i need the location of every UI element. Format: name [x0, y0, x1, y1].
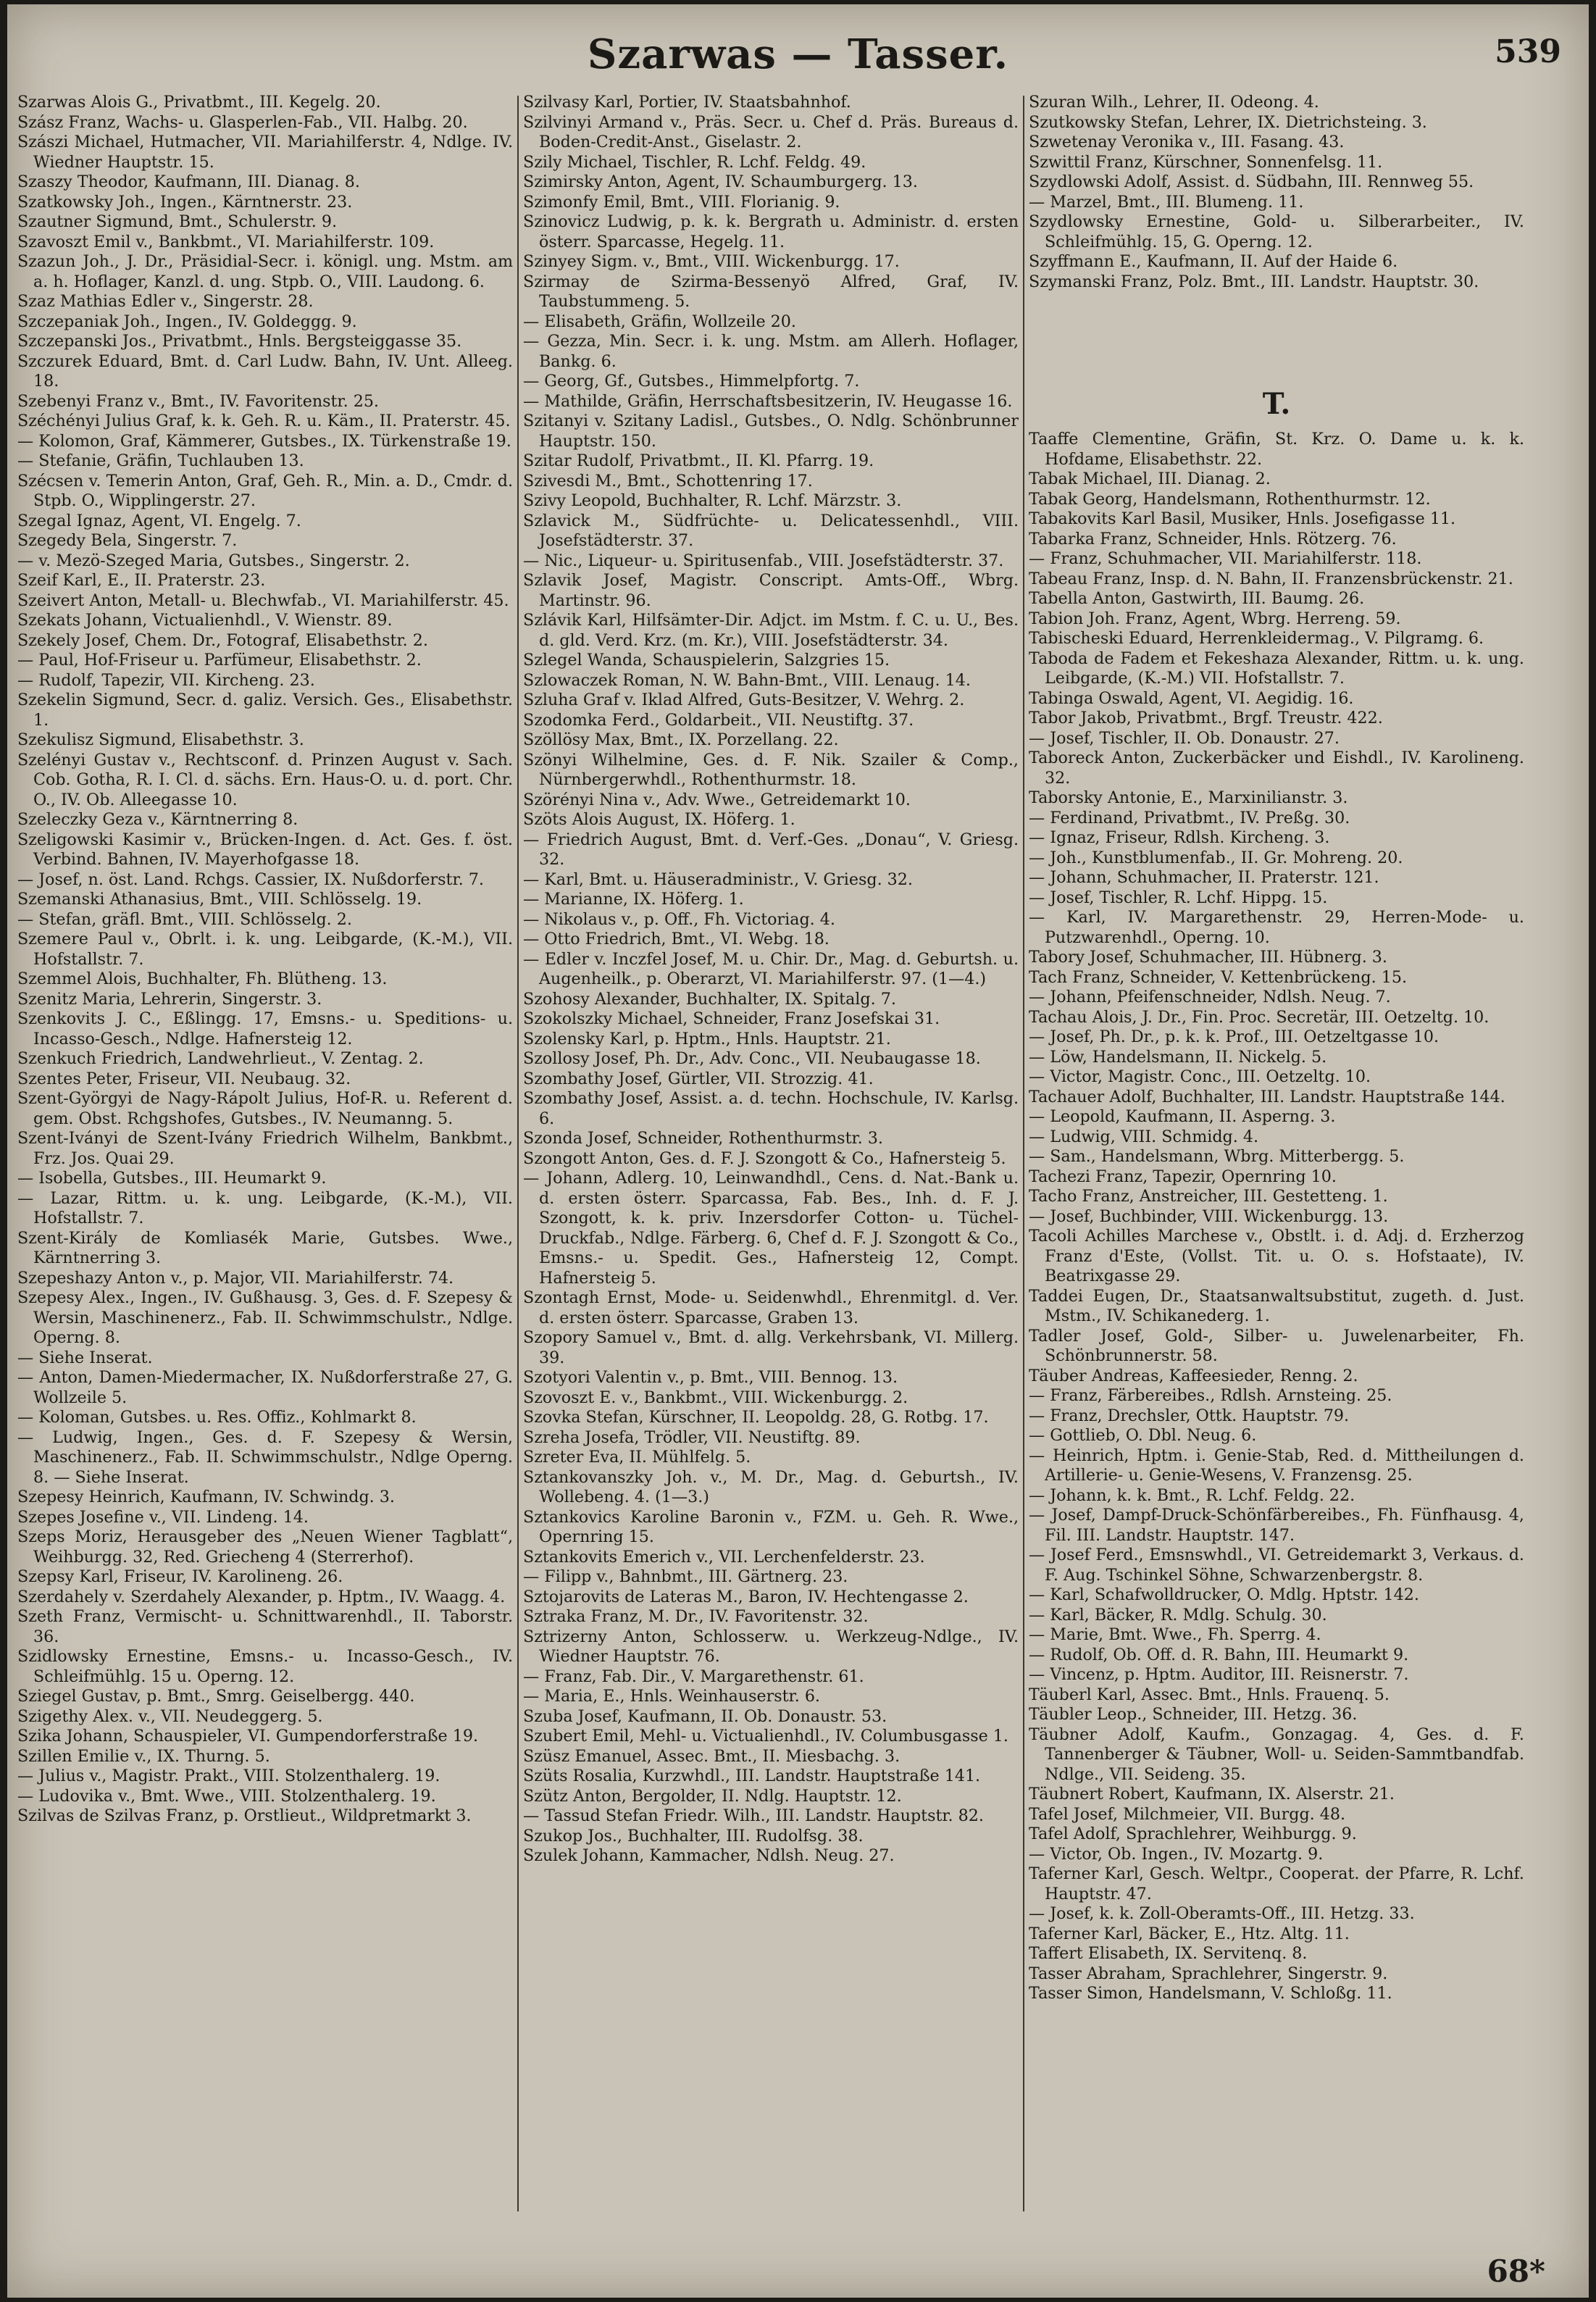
directory-entry: — Rudolf, Ob. Off. d. R. Bahn, III. Heumarkt 9. [1029, 1645, 1409, 1664]
directory-entry: Szulek Johann, Kammacher, Ndlsh. Neug. 27. [523, 1846, 895, 1865]
directory-entry: Szlegel Wanda, Schauspielerin, Salzgries 15. [523, 651, 890, 670]
directory-entry: Taferner Karl, Gesch. Weltpr., Cooperat. der Pfarre, R. Lchf. Hauptstr. 47. [1029, 1864, 1524, 1903]
directory-entry: Szuba Josef, Kaufmann, II. Ob. Donaustr. 53. [523, 1706, 887, 1726]
directory-entry: Szeleczky Geza v., Kärntnerring 8. [17, 810, 298, 829]
directory-entry: Szollosy Josef, Ph. Dr., Adv. Conc., VII. Neubaugasse 18. [523, 1049, 981, 1068]
directory-entry: Szombathy Josef, Assist. a. d. techn. Hochschule, IV. Karlsg. 6. [523, 1089, 1019, 1128]
directory-entry: Szekely Josef, Chem. Dr., Fotograf, Elisabethstr. 2. [17, 630, 428, 650]
running-title: Szarwas — Tasser. [587, 30, 1009, 78]
directory-entry: — Vincenz, p. Hptm. Auditor, III. Reisnerstr. 7. [1029, 1665, 1409, 1684]
signature-mark: 68* [1487, 2253, 1545, 2289]
directory-entry: Tabeau Franz, Insp. d. N. Bahn, II. Franzensbrückenstr. 21. [1029, 569, 1513, 588]
directory-entry: Szász Franz, Wachs- u. Glasperlen-Fab., VII. Halbg. 20. [17, 112, 468, 132]
directory-entry: Szydlowski Adolf, Assist. d. Südbahn, III. Rennweg 55. [1029, 172, 1474, 191]
directory-entry: — Anton, Damen-Miedermacher, IX. Nußdorferstraße 27, G. Wollzeile 5. [17, 1368, 513, 1407]
directory-entry: Szirmay de Szirma-Bessenyö Alfred, Graf, IV. Taubstummeng. 5. [523, 272, 1019, 311]
section-letter: T. [1262, 387, 1291, 421]
directory-entry: Szöllösy Max, Bmt., IX. Porzellang. 22. [523, 730, 839, 749]
directory-entry: Szegedy Bela, Singerstr. 7. [17, 531, 238, 550]
directory-entry: — Heinrich, Hptm. i. Genie-Stab, Red. d. Mittheilungen d. Artillerie- u. Genie-Wesens, V. Franzensg. 25. [1029, 1446, 1524, 1485]
directory-entry: Täubner Adolf, Kaufm., Gonzagag. 4, Ges. d. F. Tannenberger & Täubner, Woll- u. Seiden-Sammtbandfab. Ndlge., VII. Seideng. 35. [1029, 1725, 1524, 1784]
directory-entry: — Otto Friedrich, Bmt., VI. Webg. 18. [523, 930, 830, 948]
directory-entry: — Marianne, IX. Höferg. 1. [523, 890, 744, 909]
directory-entry: Szily Michael, Tischler, R. Lchf. Feldg. 49. [523, 152, 866, 172]
directory-entry: Szászi Michael, Hutmacher, VII. Mariahilferstr. 4, Ndlge. IV. Wiedner Hauptstr. 15. [17, 133, 513, 172]
directory-entry: Szreha Josefa, Trödler, VII. Neustiftg. 89. [523, 1427, 861, 1447]
directory-entry: — Kolomon, Graf, Kämmerer, Gutsbes., IX. Türkenstraße 19. [17, 431, 511, 451]
directory-entry: Tabor Jakob, Privatbmt., Brgf. Treustr. 422. [1029, 709, 1383, 727]
directory-entry: — Filipp v., Bahnbmt., III. Gärtnerg. 23. [523, 1567, 848, 1586]
column-divider [1023, 96, 1024, 2211]
directory-entry: Szuran Wilh., Lehrer, II. Odeong. 4. [1029, 93, 1319, 112]
directory-entry: — Stefanie, Gräfin, Tuchlauben 13. [17, 451, 304, 470]
directory-entry: Szinovicz Ludwig, p. k. k. Bergrath u. Administr. d. ersten österr. Sparcasse, Hegelg. 11. [523, 212, 1019, 251]
directory-entry: Szotyori Valentin v., p. Bmt., VIII. Bennog. 13. [523, 1368, 898, 1387]
directory-entry: Szczepaniak Joh., Ingen., IV. Goldeggg. 9. [17, 312, 357, 331]
directory-page [7, 4, 1589, 2298]
directory-entry: — Karl, IV. Margarethenstr. 29, Herren-Mode- u. Putzwarenhdl., Operng. 10. [1029, 908, 1524, 947]
directory-entry: Szutkowsky Stefan, Lehrer, IX. Dietrichsteing. 3. [1029, 112, 1427, 132]
directory-entry: Szubert Emil, Mehl- u. Victualienhdl., IV. Columbusgasse 1. [523, 1727, 1008, 1746]
directory-entry: Szavoszt Emil v., Bankbmt., VI. Mariahilferstr. 109. [17, 232, 435, 251]
directory-entry: Szörényi Nina v., Adv. Wwe., Getreidemarkt 10. [523, 790, 911, 809]
directory-entry: Szeps Moriz, Herausgeber des „Neuen Wiener Tagblatt“, Weihburgg. 32, Red. Griecheng 4 (Sterrerhof). [17, 1527, 513, 1567]
directory-entry: Szovoszt E. v., Bankbmt., VIII. Wickenburgg. 2. [523, 1388, 908, 1407]
directory-entry: Szekulisz Sigmund, Elisabethstr. 3. [17, 730, 304, 749]
directory-entry: Szegal Ignaz, Agent, VI. Engelg. 7. [17, 511, 301, 530]
directory-entry: Szeligowski Kasimir v., Brücken-Ingen. d. Act. Ges. f. öst. Verbind. Bahnen, IV. Mayerhofgasse 18. [17, 830, 513, 869]
directory-entry: Szent-Iványi de Szent-Ivány Friedrich Wilhelm, Bankbmt., Frz. Jos. Quai 29. [17, 1129, 513, 1168]
directory-entry: Szüsz Emanuel, Assec. Bmt., II. Miesbachg. 3. [523, 1746, 901, 1766]
directory-entry: Szöts Alois August, IX. Höferg. 1. [523, 810, 795, 829]
directory-entry: — Franz, Färbereibes., Rdlsh. Arnsteing. 25. [1029, 1386, 1392, 1405]
directory-entry: — Franz, Drechsler, Ottk. Hauptstr. 79. [1029, 1406, 1350, 1425]
directory-entry: Szentes Peter, Friseur, VII. Neubaug. 32. [17, 1069, 351, 1088]
directory-entry: — Julius v., Magistr. Prakt., VIII. Stolzenthalerg. 19. [17, 1767, 440, 1785]
directory-entry: Tachezi Franz, Tapezir, Opernring 10. [1029, 1167, 1337, 1186]
directory-entry: Szent-Király de Komliasék Marie, Gutsbes. Wwe., Kärntnerring 3. [17, 1228, 513, 1267]
directory-entry: — Joh., Kunstblumenfab., II. Gr. Mohreng. 20. [1029, 848, 1403, 867]
directory-entry: Szivy Leopold, Buchhalter, R. Lchf. Märzstr. 3. [523, 491, 902, 510]
directory-entry: Tabella Anton, Gastwirth, III. Baumg. 26. [1029, 589, 1365, 608]
directory-entry: Tadler Josef, Gold-, Silber- u. Juwelenarbeiter, Fh. Schönbrunnerstr. 58. [1029, 1326, 1524, 1365]
directory-entry: Tafel Adolf, Sprachlehrer, Weihburgg. 9. [1029, 1824, 1357, 1843]
directory-entry: — Ignaz, Friseur, Rdlsh. Kircheng. 3. [1029, 828, 1330, 847]
directory-entry: Szwittil Franz, Kürschner, Sonnenfelsg. 11. [1029, 152, 1383, 172]
directory-entry: — Ludwig, VIII. Schmidg. 4. [1029, 1127, 1259, 1146]
directory-entry: Szika Johann, Schauspieler, VI. Gumpendorferstraße 19. [17, 1727, 479, 1746]
directory-entry: Tacoli Achilles Marchese v., Obstlt. i. d. Adj. d. Erzherzog Franz d'Este, (Vollst. Tit. u. O. s. Hofstaate), IV. Beatrixgasse 29. [1029, 1227, 1524, 1285]
directory-entry: Szaz Mathias Edler v., Singerstr. 28. [17, 292, 314, 311]
directory-entry: Szekats Johann, Victualienhdl., V. Wienstr. 89. [17, 611, 393, 630]
directory-entry: Szlávik Karl, Hilfsämter-Dir. Adjct. im Mstm. f. C. u. U., Bes. d. gld. Verd. Krz. (m. Kr.), VIII. Josefstädterstr. 34. [523, 611, 1019, 650]
page-number: 539 [1495, 33, 1561, 70]
directory-entry: Sztrizerny Anton, Schlosserw. u. Werkzeug-Ndlge., IV. Wiedner Hauptstr. 76. [523, 1627, 1019, 1666]
directory-entry: Sztankovits Emerich v., VII. Lerchenfelderstr. 23. [523, 1547, 925, 1567]
page-header [7, 20, 1589, 86]
column-divider [517, 96, 519, 2211]
directory-entry: — Josef, Tischler, II. Ob. Donaustr. 27. [1029, 728, 1340, 748]
directory-entry: Tabakovits Karl Basil, Musiker, Hnls. Josefigasse 11. [1029, 509, 1456, 528]
directory-entry: Szepesy Heinrich, Kaufmann, IV. Schwindg. 3. [17, 1488, 395, 1506]
directory-entry: — Ludwig, Ingen., Ges. d. F. Szepesy & Wersin, Maschinenerz., Fab. II. Schwimmschulstr., Ndlge Operng. 8. — Siehe Inserat. [17, 1427, 513, 1487]
column-2 [523, 93, 1019, 2216]
directory-entry: — v. Mezö-Szeged Maria, Gutsbes., Singerstr. 2. [17, 551, 410, 570]
directory-entry: Szeif Karl, E., II. Praterstr. 23. [17, 571, 266, 590]
directory-entry: — Johann, Adlerg. 10, Leinwandhdl., Cens. d. Nat.-Bank u. d. ersten österr. Sparcassa, Fab. Bes., Inh. d. F. J. Szongott, k. k. priv. Inzersdorfer Cotton- u. Tüchel-Druckfab., Ndlge. Färberg. 6, Chef d. F. J. Szongott & Co., Emsns.- u. Spedit. Ges., Hafnersteig 12, Compt. Hafnersteig 5. [523, 1169, 1019, 1288]
directory-entry: Szlavick M., Südfrüchte- u. Delicatessenhdl., VIII. Josefstädterstr. 37. [523, 511, 1019, 550]
directory-entry: Tasser Abraham, Sprachlehrer, Singerstr. 9. [1029, 1964, 1388, 1983]
directory-entry: Szatkowsky Joh., Ingen., Kärntnerstr. 23. [17, 192, 353, 212]
directory-entry: Tabory Josef, Schuhmacher, III. Hübnerg. 3. [1029, 948, 1387, 967]
directory-entry: — Stefan, gräfl. Bmt., VIII. Schlösselg. 2. [17, 909, 352, 929]
directory-entry: Szepeshazy Anton v., p. Major, VII. Mariahilferstr. 74. [17, 1268, 454, 1288]
directory-entry: — Victor, Ob. Ingen., IV. Mozartg. 9. [1029, 1844, 1324, 1864]
directory-entry: Tachau Alois, J. Dr., Fin. Proc. Secretär, III. Oetzeltg. 10. [1029, 1007, 1490, 1027]
directory-entry: Taferner Karl, Bäcker, E., Htz. Altg. 11. [1029, 1924, 1350, 1943]
directory-entry: Szyffmann E., Kaufmann, II. Auf der Haide 6. [1029, 252, 1398, 271]
directory-entry: — Karl, Schafwolldrucker, O. Mdlg. Hptstr. 142. [1029, 1585, 1419, 1604]
directory-entry: Szovka Stefan, Kürschner, II. Leopoldg. 28, G. Rotbg. 17. [523, 1408, 989, 1427]
directory-entry: Szimirsky Anton, Agent, IV. Schaumburgerg. 13. [523, 172, 918, 191]
directory-entry: Täuberl Karl, Assec. Bmt., Hnls. Frauenq. 5. [1029, 1685, 1390, 1704]
directory-entry: Szillen Emilie v., IX. Thurng. 5. [17, 1746, 270, 1766]
directory-entry: Täuber Andreas, Kaffeesieder, Renng. 2. [1029, 1366, 1358, 1385]
directory-entry: — Gottlieb, O. Dbl. Neug. 6. [1029, 1426, 1257, 1445]
directory-entry: — Lazar, Rittm. u. k. ung. Leibgarde, (K.-M.), VII. Hofstallstr. 7. [17, 1188, 513, 1227]
directory-entry: Szécsen v. Temerin Anton, Graf, Geh. R., Min. a. D., Cmdr. d. Stpb. O., Wipplingerstr. 27. [17, 471, 513, 510]
directory-entry: Szepsy Karl, Friseur, IV. Karolineng. 26. [17, 1567, 343, 1586]
directory-entry: Szivesdi M., Bmt., Schottenring 17. [523, 471, 813, 491]
directory-entry: Tabischeski Eduard, Herrenkleidermag., V. Pilgramg. 6. [1029, 629, 1484, 648]
directory-entry: Szimonfy Emil, Bmt., VIII. Florianig. 9. [523, 192, 840, 212]
directory-entry: Szreter Eva, II. Mühlfelg. 5. [523, 1448, 751, 1467]
directory-entry: — Josef, Ph. Dr., p. k. k. Prof., III. Oetzeltgasse 10. [1029, 1027, 1439, 1046]
directory-entry: Szidlowsky Ernestine, Emsns.- u. Incasso-Gesch., IV. Schleifmühlg. 15 u. Operng. 12. [17, 1647, 513, 1686]
directory-entry: — Franz, Fab. Dir., V. Margarethenstr. 61. [523, 1667, 864, 1686]
directory-entry: Tabak Georg, Handelsmann, Rothenthurmstr. 12. [1029, 489, 1431, 509]
directory-entry: — Gezza, Min. Secr. i. k. ung. Mstm. am Allerh. Hoflager, Bankg. 6. [523, 332, 1019, 371]
directory-entry: Szekelin Sigmund, Secr. d. galiz. Versich. Ges., Elisabethstr. 1. [17, 691, 513, 730]
directory-entry: Szebenyi Franz v., Bmt., IV. Favoritenstr. 25. [17, 391, 379, 411]
directory-entry: Szczepanski Jos., Privatbmt., Hnls. Bergsteiggasse 35. [17, 332, 462, 351]
directory-entry: Tafel Josef, Milchmeier, VII. Burgg. 48. [1029, 1804, 1346, 1824]
directory-entry: Szigethy Alex. v., VII. Neudeggerg. 5. [17, 1706, 323, 1726]
directory-entry: Taboda de Fadem et Fekeshaza Alexander, Rittm. u. k. ung. Leibgarde, (K.-M.) VII. Hofstallstr. 7. [1029, 649, 1524, 688]
directory-entry: Szlowaczek Roman, N. W. Bahn-Bmt., VIII. Lenaug. 14. [523, 670, 971, 690]
directory-entry: Szepes Josefine v., VII. Lindeng. 14. [17, 1507, 309, 1527]
directory-entry: Szelényi Gustav v., Rechtsconf. d. Prinzen August v. Sach. Cob. Gotha, R. I. Cl. d. sächs. Ern. Haus-O. u. d. port. Chr. O., IV. Ob. Alleegasse 10. [17, 750, 513, 809]
directory-entry: Sziegel Gustav, p. Bmt., Smrg. Geiselbergg. 440. [17, 1687, 415, 1706]
directory-entry: Szazun Joh., J. Dr., Präsidial-Secr. i. königl. ung. Mstm. am a. h. Hoflager, Kanzl. d. ung. Stpb. O., VIII. Laudong. 6. [17, 252, 513, 291]
column-3 [1029, 93, 1524, 2216]
section-spacer [1029, 292, 1524, 379]
directory-entry: — Karl, Bäcker, R. Mdlg. Schulg. 30. [1029, 1605, 1327, 1625]
directory-entry: Tacho Franz, Anstreicher, III. Gestetteng. 1. [1029, 1187, 1388, 1206]
directory-entry: Sztankovanszky Joh. v., M. Dr., Mag. d. Geburtsh., IV. Wollebeng. 4. (1—3.) [523, 1467, 1019, 1506]
directory-entry: — Marie, Bmt. Wwe., Fh. Sperrg. 4. [1029, 1625, 1321, 1644]
directory-entry: — Nic., Liqueur- u. Spiritusenfab., VIII. Josefstädterstr. 37. [523, 551, 1004, 570]
directory-entry: — Josef, Dampf-Druck-Schönfärbereibes., Fh. Fünfhausg. 4, Fil. III. Landstr. Hauptstr. 147. [1029, 1506, 1524, 1545]
directory-entry: Szontagh Ernst, Mode- u. Seidenwhdl., Ehrenmitgl. d. Ver. d. ersten österr. Sparcasse, Graben 13. [523, 1288, 1019, 1327]
directory-entry: Szymanski Franz, Polz. Bmt., III. Landstr. Hauptstr. 30. [1029, 272, 1479, 291]
directory-entry: Taddei Eugen, Dr., Staatsanwaltsubstitut, zugeth. d. Just. Mstm., IV. Schikanederg. 1. [1029, 1286, 1524, 1325]
directory-entry: Szwetenay Veronika v., III. Fasang. 43. [1029, 133, 1345, 151]
directory-entry: — Koloman, Gutsbes. u. Res. Offiz., Kohlmarkt 8. [17, 1408, 417, 1427]
directory-entry: — Maria, E., Hnls. Weinhauserstr. 6. [523, 1687, 820, 1706]
directory-entry: Szerdahely v. Szerdahely Alexander, p. Hptm., IV. Waagg. 4. [17, 1587, 506, 1606]
directory-entry: Szongott Anton, Ges. d. F. J. Szongott & Co., Hafnersteig 5. [523, 1148, 1006, 1168]
directory-entry: Szodomka Ferd., Goldarbeit., VII. Neustiftg. 37. [523, 710, 914, 730]
directory-entry: Szautner Sigmund, Bmt., Schulerstr. 9. [17, 212, 338, 231]
directory-entry: Sztojarovits de Lateras M., Baron, IV. Hechtengasse 2. [523, 1587, 969, 1606]
directory-entry: — Paul, Hof-Friseur u. Parfümeur, Elisabethstr. 2. [17, 651, 422, 670]
directory-entry: Täubnert Robert, Kaufmann, IX. Alserstr. 21. [1029, 1785, 1395, 1803]
directory-entry: Szepesy Alex., Ingen., IV. Gußhausg. 3, Ges. d. F. Szepesy & Wersin, Maschinenerz., Fab. II. Schwimmschulstr., Ndlge. Operng. 8. [17, 1288, 513, 1347]
directory-entry: Szemanski Athanasius, Bmt., VIII. Schlösselg. 19. [17, 890, 422, 909]
directory-entry: Szonda Josef, Schneider, Rothenthurmstr. 3. [523, 1129, 883, 1148]
directory-entry: — Elisabeth, Gräfin, Wollzeile 20. [523, 312, 796, 331]
directory-entry: — Nikolaus v., p. Off., Fh. Victoriag. 4. [523, 909, 835, 929]
directory-entry: — Siehe Inserat. [17, 1348, 153, 1367]
directory-entry: — Franz, Schuhmacher, VII. Mariahilferstr. 118. [1029, 549, 1422, 568]
directory-entry: — Isobella, Gutsbes., III. Heumarkt 9. [17, 1169, 327, 1188]
directory-entry: Szydlowsky Ernestine, Gold- u. Silberarbeiter., IV. Schleifmühlg. 15, G. Operng. 12. [1029, 212, 1524, 251]
directory-entry: Szemere Paul v., Obrlt. i. k. ung. Leibgarde, (K.-M.), VII. Hofstallstr. 7. [17, 930, 513, 969]
column-1 [17, 93, 513, 2216]
directory-entry: Taborsky Antonie, E., Marxinilianstr. 3. [1029, 788, 1348, 807]
directory-entry: Szilvas de Szilvas Franz, p. Orstlieut., Wildpretmarkt 3. [17, 1806, 472, 1825]
directory-entry: Szukop Jos., Buchhalter, III. Rudolfsg. 38. [523, 1826, 864, 1846]
directory-entry: — Johann, k. k. Bmt., R. Lchf. Feldg. 22. [1029, 1485, 1355, 1505]
directory-columns [17, 93, 1579, 2216]
directory-entry: — Josef, k. k. Zoll-Oberamts-Off., III. Hetzg. 33. [1029, 1904, 1415, 1923]
directory-entry: — Löw, Handelsmann, II. Nickelg. 5. [1029, 1047, 1327, 1067]
directory-entry: Szemmel Alois, Buchhalter, Fh. Blütheng. 13. [17, 969, 388, 988]
directory-entry: Szinyey Sigm. v., Bmt., VIII. Wickenburgg. 17. [523, 252, 900, 271]
directory-entry: Szlavik Josef, Magistr. Conscript. Amts-Off., Wbrg. Martinstr. 96. [523, 571, 1019, 610]
directory-entry: — Ludovika v., Bmt. Wwe., VIII. Stolzenthalerg. 19. [17, 1786, 436, 1806]
directory-entry: Tabarka Franz, Schneider, Hnls. Rötzerg. 76. [1029, 529, 1397, 549]
directory-entry: Tabinga Oswald, Agent, VI. Aegidig. 16. [1029, 688, 1354, 708]
directory-entry: Szolensky Karl, p. Hptm., Hnls. Hauptstr. 21. [523, 1029, 891, 1048]
directory-entry: Szenitz Maria, Lehrerin, Singerstr. 3. [17, 989, 322, 1009]
directory-entry: Szilvasy Karl, Portier, IV. Staatsbahnhof. [523, 93, 851, 112]
directory-entry: — Rudolf, Tapezir, VII. Kircheng. 23. [17, 670, 315, 690]
directory-entry: Tabion Joh. Franz, Agent, Wbrg. Herreng. 59. [1029, 609, 1401, 628]
directory-entry: — Sam., Handelsmann, Wbrg. Mitterbergg. 5. [1029, 1147, 1405, 1166]
directory-entry: Szönyi Wilhelmine, Ges. d. F. Nik. Szailer & Comp., Nürnbergerwhdl., Rothenthurmstr. 18. [523, 750, 1019, 789]
directory-entry: — Victor, Magistr. Conc., III. Oetzeltg. 10. [1029, 1067, 1371, 1086]
directory-entry: Szopory Samuel v., Bmt. d. allg. Verkehrsbank, VI. Millerg. 39. [523, 1328, 1019, 1367]
directory-entry: Szczurek Eduard, Bmt. d. Carl Ludw. Bahn, IV. Unt. Alleeg. 18. [17, 351, 513, 391]
directory-entry: Tach Franz, Schneider, V. Kettenbrückeng. 15. [1029, 967, 1408, 987]
directory-entry: Szenkuch Friedrich, Landwehrlieut., V. Zentag. 2. [17, 1049, 424, 1068]
directory-entry: Täubler Leop., Schneider, III. Hetzg. 36. [1029, 1705, 1358, 1724]
directory-entry: — Georg, Gf., Gutsbes., Himmelpfortg. 7. [523, 372, 860, 391]
directory-entry: Szütz Anton, Bergolder, II. Ndlg. Hauptstr. 12. [523, 1786, 902, 1806]
directory-entry: Sztankovics Karoline Baronin v., FZM. u. Geh. R. Wwe., Opernring 15. [523, 1507, 1019, 1546]
directory-entry: — Johann, Pfeifenschneider, Ndlsh. Neug. 7. [1029, 988, 1391, 1006]
directory-entry: Szilvinyi Armand v., Präs. Secr. u. Chef d. Präs. Bureaus d. Boden-Credit-Anst., Giselastr. 2. [523, 112, 1019, 151]
directory-entry: Sztraka Franz, M. Dr., IV. Favoritenstr. 32. [523, 1607, 869, 1626]
directory-entry: — Friedrich August, Bmt. d. Verf.-Ges. „Donau“, V. Griesg. 32. [523, 830, 1019, 869]
directory-entry: Szenkovits J. C., Eßlingg. 17, Emsns.- u. Speditions- u. Incasso-Gesch., Ndlge. Hafnersteig 12. [17, 1009, 513, 1048]
directory-entry: Szohosy Alexander, Buchhalter, IX. Spitalg. 7. [523, 989, 896, 1009]
directory-entry: Taaffe Clementine, Gräfin, St. Krz. O. Dame u. k. k. Hofdame, Elisabethstr. 22. [1029, 430, 1524, 469]
directory-entry: Tabak Michael, III. Dianag. 2. [1029, 470, 1271, 488]
directory-entry: — Ferdinand, Privatbmt., IV. Preßg. 30. [1029, 808, 1350, 827]
directory-entry: — Josef, Buchbinder, VIII. Wickenburgg. 13. [1029, 1206, 1389, 1226]
directory-entry: Szent-Györgyi de Nagy-Rápolt Julius, Hof-R. u. Referent d. gem. Obst. Rchgshofes, Gutsbes., IV. Neumanng. 5. [17, 1089, 513, 1128]
directory-entry: Tasser Simon, Handelsmann, V. Schloßg. 11. [1029, 1984, 1392, 2003]
directory-entry: — Tassud Stefan Friedr. Wilh., III. Landstr. Hauptstr. 82. [523, 1806, 984, 1825]
directory-entry: — Josef, n. öst. Land. Rchgs. Cassier, IX. Nußdorferstr. 7. [17, 869, 484, 889]
directory-entry: Szeth Franz, Vermischt- u. Schnittwarenhdl., II. Taborstr. 36. [17, 1607, 513, 1646]
directory-entry: — Karl, Bmt. u. Häuseradministr., V. Griesg. 32. [523, 869, 913, 889]
directory-entry: Szaszy Theodor, Kaufmann, III. Dianag. 8. [17, 172, 360, 191]
directory-entry: — Edler v. Inczfel Josef, M. u. Chir. Dr., Mag. d. Geburtsh. u. Augenheilk., p. Oberarzt, VI. Mariahilferstr. 97. (1—4.) [523, 949, 1019, 988]
directory-entry: Széchényi Julius Graf, k. k. Geh. R. u. Käm., II. Praterstr. 45. [17, 412, 511, 430]
directory-entry: — Josef Ferd., Emsnswhdl., VI. Getreidemarkt 3, Verkaus. d. F. Aug. Tschinkel Söhne, Schwarzenbergstr. 8. [1029, 1546, 1524, 1585]
directory-entry: — Josef, Tischler, R. Lchf. Hippg. 15. [1029, 888, 1328, 907]
directory-entry: Szeivert Anton, Metall- u. Blechwfab., VI. Mariahilferstr. 45. [17, 591, 509, 610]
directory-entry: Szüts Rosalia, Kurzwhdl., III. Landstr. Hauptstraße 141. [523, 1767, 981, 1785]
directory-entry: Szitanyi v. Szitany Ladisl., Gutsbes., O. Ndlg. Schönbrunner Hauptstr. 150. [523, 412, 1019, 451]
directory-entry: — Mathilde, Gräfin, Herrschaftsbesitzerin, IV. Heugasse 16. [523, 391, 1013, 411]
directory-entry: Taffert Elisabeth, IX. Servitenq. 8. [1029, 1944, 1308, 1963]
directory-entry: — Marzel, Bmt., III. Blumeng. 11. [1029, 192, 1304, 212]
directory-entry: Taboreck Anton, Zuckerbäcker und Eishdl., IV. Karolineng. 32. [1029, 748, 1524, 788]
directory-entry: Szombathy Josef, Gürtler, VII. Strozzig. 41. [523, 1069, 874, 1088]
directory-entry: Szluha Graf v. Iklad Alfred, Guts-Besitzer, V. Wehrg. 2. [523, 691, 965, 709]
directory-entry: Szokolszky Michael, Schneider, Franz Josefskai 31. [523, 1009, 940, 1028]
directory-entry: Szarwas Alois G., Privatbmt., III. Kegelg. 20. [17, 93, 381, 112]
directory-entry: Tachauer Adolf, Buchhalter, III. Landstr. Hauptstraße 144. [1029, 1087, 1505, 1106]
directory-entry: — Johann, Schuhmacher, II. Praterstr. 121. [1029, 868, 1379, 887]
directory-entry: Szitar Rudolf, Privatbmt., II. Kl. Pfarrg. 19. [523, 451, 874, 470]
directory-entry: — Leopold, Kaufmann, II. Asperng. 3. [1029, 1107, 1336, 1126]
